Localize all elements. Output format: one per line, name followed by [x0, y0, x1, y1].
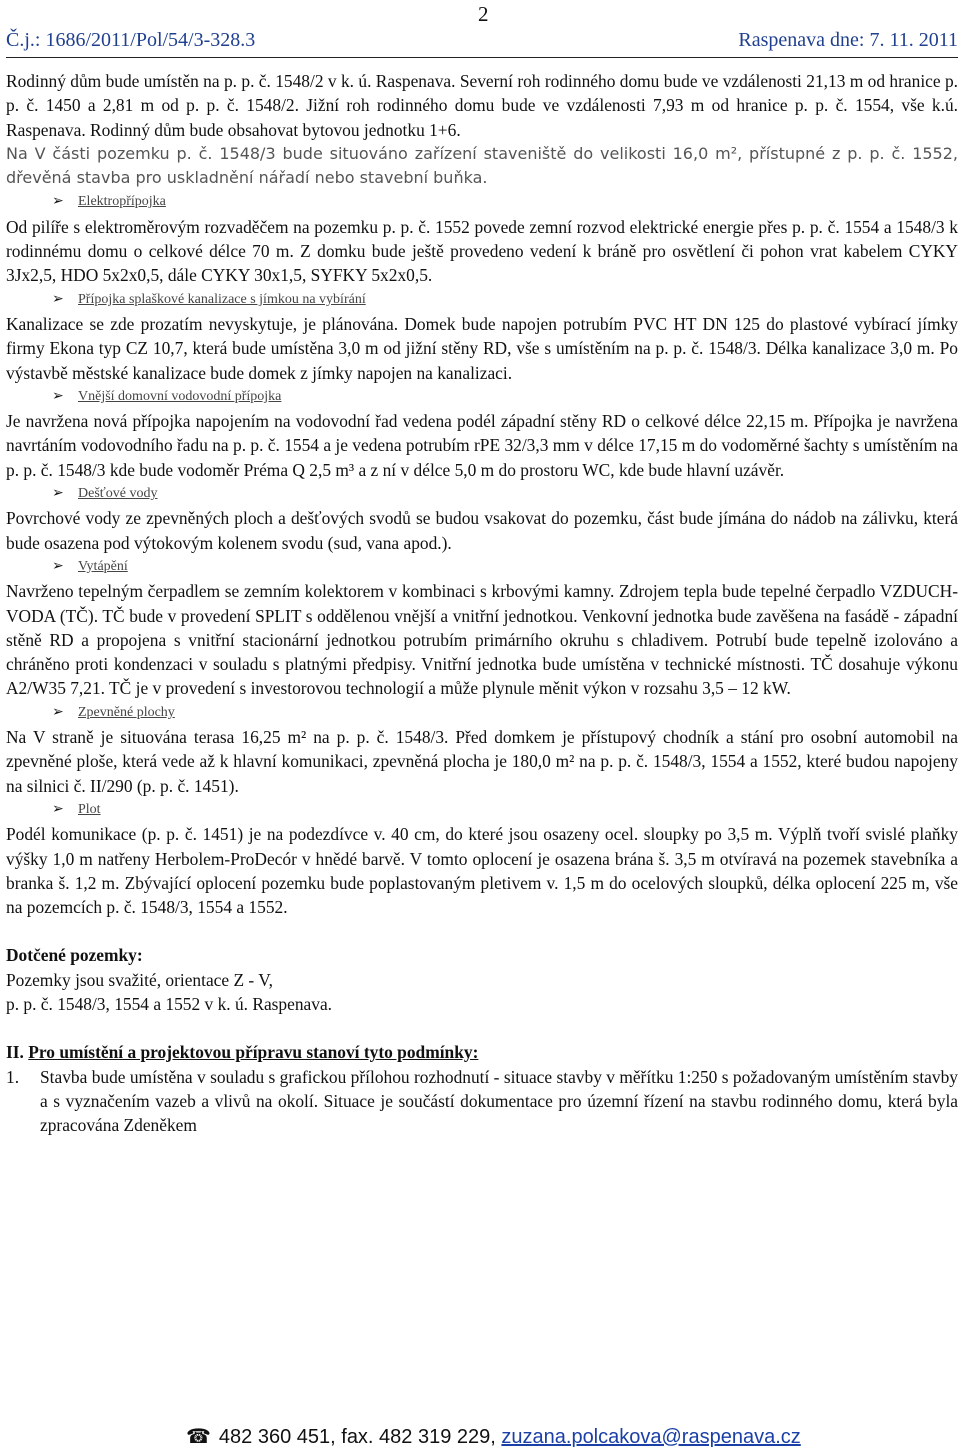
- section-text: Podél komunikace (p. p. č. 1451) je na podezdívce v. 40 cm, do které jsou osazeny ocel. sloupky po 3,5 m. Výplň tvoří svislé plaňky výšky 1,0 m natřeny Herbolem-ProDecór v hnědé barvě. V tomto oplocení je osazena brána š. 3,5 m otvíravá na pozemek stavebníka a branka š. 1,2 m. Zbývající oplocení pozemku bude poplastovaným pletivem v. 1,5 m do ocelových sloupků, délka oplocení 225 m, vše na pozemcích p. č. 1548/3, 1554 a 1552.: [6, 824, 958, 918]
- footer-email-link[interactable]: zuzana.polcakova@raspenava.cz: [501, 1426, 801, 1448]
- section-heading: [6, 190, 958, 214]
- section-label: Vytápění: [78, 558, 128, 574]
- conditions-roman-numeral: II.: [6, 1042, 24, 1063]
- arrow-bullet-icon: ➢: [52, 558, 64, 574]
- conditions-heading: [6, 1040, 958, 1064]
- header-date: Raspenava dne: 7. 11. 2011: [738, 29, 958, 51]
- section-heading: [6, 555, 958, 579]
- condition-number: 1.: [6, 1066, 20, 1087]
- header-rule: [6, 57, 958, 58]
- section-text: Od pilíře s elektroměrovým rozvaděčem na pozemku p. p. č. 1552 povede zemní rozvod elektrické energie přes p. p. č. 1554 a 1548/3 k rodinnému domu o celkové délce 70 m. Z domku bude ještě provedeno vedení k bráně pro osvětlení či pohon vrat kabelem CYKY 3Jx2,5, HDO 5x2x0,5, dále CYKY 30x1,5, SYFKY 5x2x0,5.: [6, 216, 958, 286]
- section-label: Plot: [78, 801, 101, 817]
- section-text: Je navržena nová přípojka napojením na vodovodní řad vedena podél západní stěny RD o celkové délce 22,15 m. Přípojka je navržena navrtáním vodovodního řadu na p. p. č. 1554 a je vedena potrubím rPE 32/3,3 mm v délce 17,15 m do vodoměrné šachty s umístěním na p. p. č. 1548/3 kde bude vodoměr Préma Q 2,5 m³ a z ní v délce 5,0 m do prostoru WC, kde bude hlavní uzávěr.: [6, 411, 958, 480]
- section-label: Vnější domovní vodovodní přípojka: [78, 388, 282, 404]
- affected-plots-line-2: p. p. č. 1548/3, 1554 a 1552 v k. ú. Raspenava.: [6, 993, 333, 1014]
- spacer: [6, 1016, 958, 1040]
- section-label: Přípojka splaškové kanalizace s jímkou na vybírání: [78, 291, 366, 307]
- arrow-bullet-icon: ➢: [52, 291, 64, 307]
- section-label: Zpevněné plochy: [78, 704, 175, 720]
- spacer: [6, 919, 958, 943]
- footer-contact: 482 360 451, fax. 482 319 229,: [218, 1426, 496, 1448]
- section-heading: [6, 701, 958, 725]
- affected-plots-line-1: Pozemky jsou svažité, orientace Z - V,: [6, 969, 273, 990]
- section-text: Navrženo tepelným čerpadlem se zemním kolektorem v kombinaci s krbovými kamny. Zdrojem tepla bude tepelné čerpadlo VZDUCH-VODA (TČ). TČ bude v provedení SPLIT s oddělenou vnější a vnitřní jednotkou. Venkovní jednotka bude zavěšena na fasádě - západní stěně RD a propojena s vnitřní stacionární jednotkou potrubím primárního okruhu s chladivem. Potrubí bude tepelně izolováno a chráněno proti kondenzaci v souladu s platnými předpisy. Vnitřní jednotka bude umístěna v technické místnosti. TČ dosahuje výkonu A2/W35 7,21. TČ je v provedení s investorovou technologií a může plynule měnit výkon v rozsahu 3,5 – 12 kW.: [6, 581, 958, 699]
- conditions-title: Pro umístění a projektovou přípravu stanoví tyto podmínky:: [28, 1042, 479, 1063]
- arrow-bullet-icon: ➢: [52, 388, 64, 404]
- section-text: Kanalizace se zde prozatím nevyskytuje, je plánována. Domek bude napojen potrubím PVC HT DN 125 do plastové vybírací jímky firmy Ekona typ CZ 10,7, která bude umístěna 3,0 m od jižní stěny RD, vše s umístěním na p. p. č. 1548/3. Délka kanalizace 3,0 m. Po výstavbě městské kanalizace bude domek z jímky napojen na kanalizaci.: [6, 313, 958, 383]
- intro-paragraph-1: Rodinný dům bude umístěn na p. p. č. 1548/2 v k. ú. Raspenava. Severní roh rodinného domu bude ve vzdálenosti 21,13 m od hranice p. p. č. 1450 a 2,81 m od p. p. č. 1548/2. Jižní roh rodinného domu bude ve vzdálenosti 7,93 m od hranice p. p. č. 1554, vše k.ú. Raspenava. Rodinný dům bude obsahovat bytovou jednotku 1+6.: [6, 71, 958, 140]
- condition-item: [6, 1065, 958, 1138]
- section-heading: [6, 385, 958, 409]
- arrow-bullet-icon: ➢: [52, 704, 64, 720]
- section-heading: [6, 798, 958, 822]
- page-number: 2: [478, 2, 489, 26]
- intro-paragraph-2: Na V části pozemku p. č. 1548/3 bude situováno zařízení staveniště do velikosti 16,0 m², přístupné z p. p. č. 1552, dřevěná stavba pro uskladnění nářadí nebo stavební buňka.: [6, 143, 958, 188]
- section-text: Na V straně je situována terasa 16,25 m² na p. p. č. 1548/3. Před domkem je přístupový chodník a stání pro osobní automobil na zpevněné ploše, která vede až k hlavní komunikaci, zpevněná plocha je 180,0 m² na p. p. č. 1548/3, 1554 a 1552, které budou napojeny na silnici č. II/290 (p. p. č. 1451).: [6, 727, 958, 796]
- arrow-bullet-icon: ➢: [52, 486, 64, 502]
- section-text: Povrchové vody ze zpevněných ploch a dešťových svodů se budou vsakovat do pozemku, část bude jímána do nádob na zálivku, která bude osazena pod výtokovým kolenem svodu (sud, vana apod.).: [6, 508, 958, 553]
- section-heading: [6, 288, 958, 312]
- section-label: Elektropřípojka: [78, 194, 166, 210]
- condition-text: Stavba bude umístěna v souladu s grafickou přílohou rozhodnutí - situace stavby v měřítku 1:250 s požadovaným umístěním stavby a s vyznačením vazeb a vlivů na okolí. Situace je součástí dokumentace pro územní řízení na stavbu rodinného domu, která byla zpracována Zdeněkem: [40, 1066, 958, 1136]
- arrow-bullet-icon: ➢: [52, 801, 64, 817]
- reference-number: Č.j.: 1686/2011/Pol/54/3-328.3: [6, 29, 256, 51]
- document-body: [6, 69, 958, 1137]
- phone-icon: ☎: [186, 1426, 211, 1448]
- arrow-bullet-icon: ➢: [52, 194, 64, 210]
- page-footer: [186, 1424, 801, 1449]
- section-label: Dešťové vody: [78, 486, 158, 502]
- document-page: [6, 0, 958, 1456]
- section-heading: [6, 482, 958, 506]
- affected-plots-heading: Dotčené pozemky:: [6, 945, 143, 966]
